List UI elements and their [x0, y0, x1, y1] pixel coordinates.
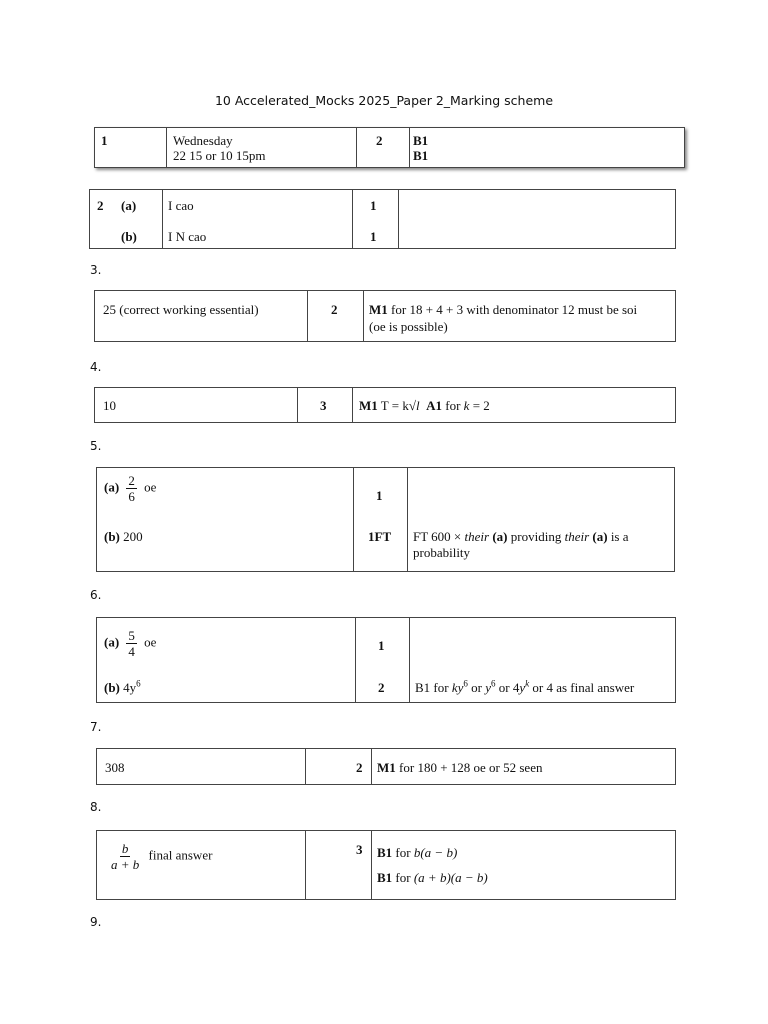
q6-g-t3: y — [519, 680, 526, 695]
q6-label: 6. — [90, 588, 102, 602]
q4-label: 4. — [90, 360, 102, 374]
q3-answer: 25 (correct working essential) — [103, 302, 259, 317]
q6-fraction — [126, 628, 137, 659]
q2-answer-a: I cao — [168, 198, 194, 213]
q6-g-t2: y — [485, 680, 492, 695]
q6-g-or1: or — [467, 680, 486, 695]
q6-guidance — [415, 680, 634, 696]
q6-frac-num: 5 — [128, 628, 135, 643]
q5-answer-a — [104, 473, 156, 504]
q5-table — [96, 467, 675, 572]
q7-answer: 308 — [105, 760, 125, 775]
q8-g2-math: (a + b)(a − b) — [413, 870, 488, 885]
q5-g-a1: (a) — [492, 529, 508, 544]
page-title: 10 Accelerated_Mocks 2025_Paper 2_Marking scheme — [214, 93, 554, 108]
q9-label: 9. — [90, 915, 102, 929]
q1-number: 1 — [101, 133, 108, 148]
q2-marks-b: 1 — [370, 229, 377, 244]
q8-g2-text: for — [392, 870, 414, 885]
q5-answer-b — [104, 529, 143, 545]
q1-guidance-line2: B1 — [413, 148, 429, 163]
q8-answer — [105, 841, 212, 872]
q7-m1: M1 — [377, 760, 396, 775]
q1-marks: 2 — [376, 133, 383, 148]
q5-g-their2: their — [564, 529, 590, 544]
q3-label: 3. — [90, 263, 102, 277]
q4-for: for — [441, 398, 464, 413]
q2-number: 2 — [97, 198, 104, 213]
q7-guidance-text: for 180 + 128 oe or 52 seen — [395, 760, 543, 775]
q6-g-e2: 6 — [491, 678, 496, 689]
q5-g-pre: FT 600 × — [413, 529, 465, 544]
q8-fraction — [109, 841, 141, 872]
q7-marks: 2 — [356, 760, 363, 775]
q6-g-e1: 6 — [463, 678, 468, 689]
q5-g-post: is a — [607, 529, 629, 544]
q6-table — [96, 617, 676, 703]
q8-g1-text: for — [392, 845, 414, 860]
q8-marks: 3 — [356, 842, 363, 857]
q6-g-e3: k — [525, 678, 530, 689]
q8-frac-num: b — [121, 841, 129, 856]
q5-frac-num: 2 — [128, 473, 135, 488]
q5-guidance — [413, 529, 629, 545]
q1-guidance-line1: B1 — [413, 133, 429, 148]
q5-answer-b-value: 200 — [123, 529, 143, 544]
q6-g-post: or 4 as final answer — [529, 680, 635, 695]
q6-g-b1: B1 for — [415, 680, 452, 695]
q7-guidance — [377, 760, 542, 776]
q5-g-mid: providing — [507, 529, 565, 544]
q3-marks: 2 — [331, 302, 338, 317]
q5-frac-den: 6 — [128, 489, 135, 504]
q7-table — [96, 748, 676, 785]
q6-g-t1: ky — [451, 680, 464, 695]
q3-guidance-bold: M1 — [369, 302, 388, 317]
q3-guidance-line2: (oe is possible) — [369, 319, 448, 334]
q2-part-b: (b) — [121, 229, 137, 244]
q6-part-a: (a) — [104, 634, 120, 650]
q8-g2-bold: B1 — [377, 870, 393, 885]
q6-answer-a — [104, 628, 156, 659]
q8-frac-den: a + b — [111, 857, 140, 872]
q8-label: 8. — [90, 800, 102, 814]
q2-answer-b: I N cao — [168, 229, 207, 244]
q8-g1-math: b(a − b) — [413, 845, 458, 860]
q2-table — [89, 189, 676, 249]
q6-g-or2: or 4 — [495, 680, 520, 695]
q5-label: 5. — [90, 439, 102, 453]
q6-oe: oe — [144, 634, 157, 650]
q5-guidance-line2: probability — [413, 545, 471, 560]
q6-frac-den: 4 — [128, 644, 135, 659]
q2-part-a: (a) — [121, 198, 137, 213]
q6-marks-b: 2 — [378, 680, 385, 695]
q2-marks-a: 1 — [370, 198, 377, 213]
q4-k: k — [463, 398, 470, 413]
q8-final-answer: final answer — [148, 847, 213, 863]
q4-m1: M1 — [359, 398, 378, 413]
q8-g1-bold: B1 — [377, 845, 393, 860]
q3-table — [94, 290, 676, 342]
q4-formula: T = k√ — [377, 398, 416, 413]
q5-oe: oe — [144, 479, 157, 495]
q5-marks-b: 1FT — [368, 529, 392, 544]
q4-formula-var: l — [415, 398, 420, 413]
q5-g-a2: (a) — [592, 529, 608, 544]
q4-guidance — [359, 398, 490, 414]
q4-eq: = 2 — [469, 398, 490, 413]
q1-answer-line1: Wednesday — [173, 133, 233, 148]
q6-answer-b-base: 4y — [123, 680, 137, 695]
q6-part-b: (b) — [104, 680, 120, 695]
q5-marks-a: 1 — [376, 488, 383, 503]
q1-answer-line2: 22 15 or 10 15pm — [173, 148, 266, 163]
q3-guidance-text: for 18 + 4 + 3 with denominator 12 must be soi — [387, 302, 638, 317]
q8-table — [96, 830, 676, 900]
q3-guidance — [369, 302, 637, 318]
q4-table — [94, 387, 676, 423]
q1-table — [94, 127, 685, 168]
q8-guidance-1 — [377, 845, 457, 861]
q4-a1: A1 — [426, 398, 442, 413]
q6-answer-b — [104, 680, 141, 696]
q5-fraction — [126, 473, 137, 504]
q5-g-their1: their — [464, 529, 490, 544]
q7-label: 7. — [90, 720, 102, 734]
q5-part-b: (b) — [104, 529, 120, 544]
q5-part-a: (a) — [104, 479, 120, 495]
q6-answer-b-exp: 6 — [136, 678, 141, 689]
q4-answer: 10 — [103, 398, 116, 413]
q6-marks-a: 1 — [378, 638, 385, 653]
q4-marks: 3 — [320, 398, 327, 413]
q8-guidance-2 — [377, 870, 488, 886]
